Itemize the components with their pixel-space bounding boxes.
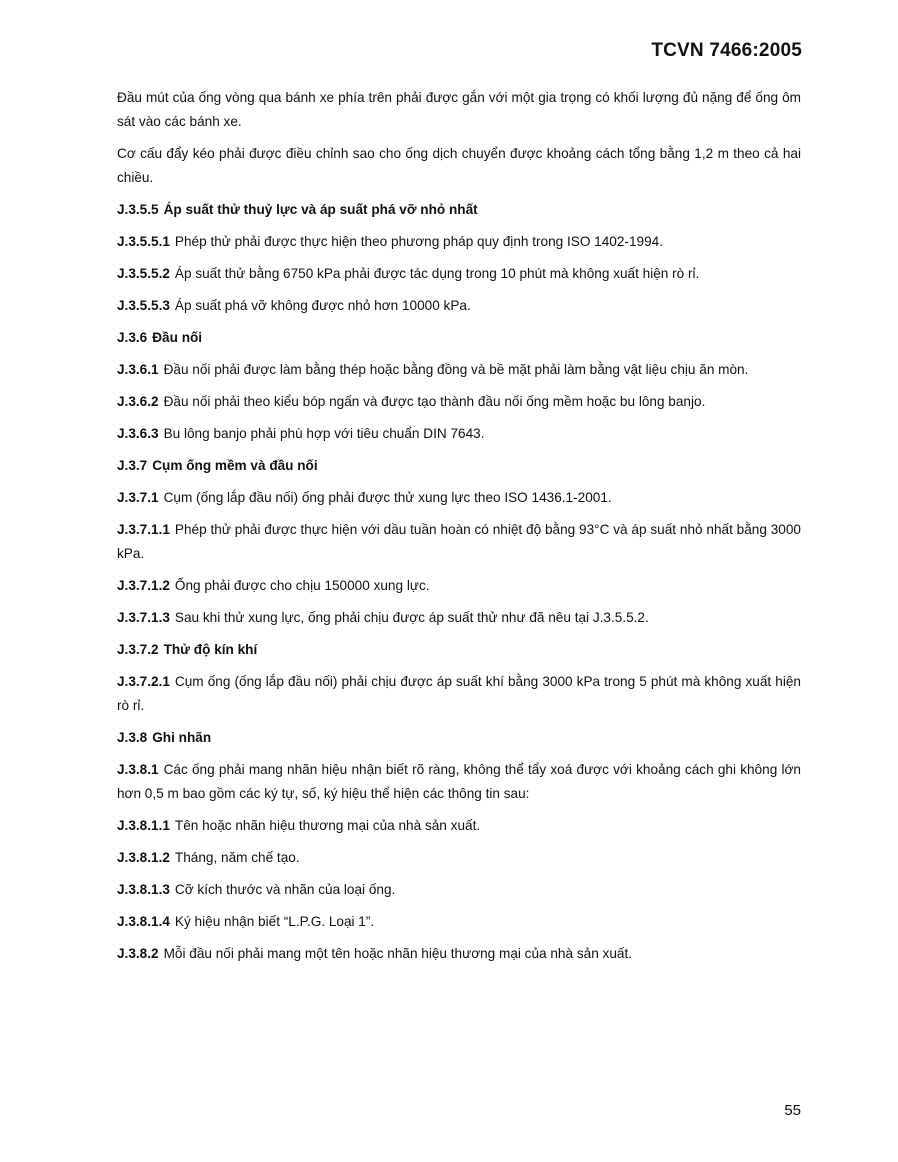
clause bbox=[117, 358, 801, 382]
section-heading bbox=[117, 726, 801, 750]
clause-text: Tên hoặc nhãn hiệu thương mại của nhà sản xuất. bbox=[174, 818, 481, 833]
clause bbox=[117, 422, 801, 446]
clause-number: J.3.7 bbox=[117, 458, 148, 473]
clause-text: Đầu nối phải theo kiểu bóp ngấn và được tạo thành đầu nối ống mềm hoặc bu lông banjo. bbox=[163, 394, 706, 409]
clause-text: Cụm (ống lắp đầu nối) ống phải được thử xung lực theo ISO 1436.1-2001. bbox=[163, 490, 612, 505]
heading-text: Đầu nối bbox=[152, 330, 203, 345]
clause bbox=[117, 814, 801, 838]
page-number: 55 bbox=[784, 1102, 801, 1119]
clause-number: J.3.7.2.1 bbox=[117, 674, 170, 689]
clause-text: Áp suất phá vỡ không được nhỏ hơn 10000 kPa. bbox=[174, 298, 471, 313]
clause bbox=[117, 878, 801, 902]
clause-number: J.3.5.5 bbox=[117, 202, 159, 217]
clause bbox=[117, 262, 801, 286]
heading-text: Áp suất thử thuỷ lực và áp suất phá vỡ nhỏ nhất bbox=[163, 202, 478, 217]
clause bbox=[117, 230, 801, 254]
clause-number: J.3.8 bbox=[117, 730, 148, 745]
clause-number: J.3.5.5.1 bbox=[117, 234, 170, 249]
clause-number: J.3.6.2 bbox=[117, 394, 159, 409]
paragraph-text: Cơ cấu đẩy kéo phải được điều chỉnh sao cho ống dịch chuyển được khoảng cách tổng bằng 1,2 m theo cả hai chiều. bbox=[117, 146, 801, 185]
section-heading bbox=[117, 198, 801, 222]
clause-number: J.3.7.1.3 bbox=[117, 610, 170, 625]
heading-text: Cụm ống mềm và đầu nối bbox=[152, 458, 318, 473]
clause-text: Áp suất thử bằng 6750 kPa phải được tác dụng trong 10 phút mà không xuất hiện rò rỉ. bbox=[174, 266, 700, 281]
clause-number: J.3.8.1.1 bbox=[117, 818, 170, 833]
clause bbox=[117, 670, 801, 718]
clause-number: J.3.7.1.2 bbox=[117, 578, 170, 593]
clause-text: Phép thử phải được thực hiện theo phương pháp quy định trong ISO 1402-1994. bbox=[174, 234, 663, 249]
clause-text: Phép thử phải được thực hiện với dầu tuần hoàn có nhiệt độ bằng 93°C và áp suất nhỏ nhất bằng 3000 kPa. bbox=[117, 522, 801, 561]
clause-text: Các ống phải mang nhãn hiệu nhận biết rõ ràng, không thể tẩy xoá được với khoảng cách ghi không lớn hơn 0,5 m bao gồm các ký tự, số, ký hiệu thể hiện các thông tin sau: bbox=[117, 762, 801, 801]
paragraph bbox=[117, 86, 801, 134]
paragraph-text: Đầu mút của ống vòng qua bánh xe phía trên phải được gắn với một gia trọng có khối lượng đủ nặng để ống ôm sát vào các bánh xe. bbox=[117, 90, 801, 129]
clause-text: Cỡ kích thước và nhãn của loại ống. bbox=[174, 882, 396, 897]
clause-text: Cụm ống (ống lắp đầu nối) phải chịu được áp suất khí bằng 3000 kPa trong 5 phút mà không xuất hiện rò rỉ. bbox=[117, 674, 801, 713]
clause-text: Sau khi thử xung lực, ống phải chịu được áp suất thử như đã nêu tại J.3.5.5.2. bbox=[174, 610, 649, 625]
section-heading bbox=[117, 638, 801, 662]
clause-number: J.3.8.1.2 bbox=[117, 850, 170, 865]
clause-number: J.3.6 bbox=[117, 330, 148, 345]
clause-number: J.3.7.2 bbox=[117, 642, 159, 657]
clause bbox=[117, 910, 801, 934]
clause bbox=[117, 486, 801, 510]
heading-text: Thử độ kín khí bbox=[163, 642, 258, 657]
clause bbox=[117, 846, 801, 870]
clause-number: J.3.5.5.2 bbox=[117, 266, 170, 281]
clause-text: Tháng, năm chế tạo. bbox=[174, 850, 300, 865]
clause-number: J.3.7.1.1 bbox=[117, 522, 170, 537]
clause-number: J.3.8.1.3 bbox=[117, 882, 170, 897]
clause-text: Đầu nối phải được làm bằng thép hoặc bằng đồng và bề mặt phải làm bằng vật liệu chịu ăn mòn. bbox=[163, 362, 749, 377]
document-body bbox=[117, 86, 801, 974]
section-heading bbox=[117, 454, 801, 478]
clause-text: Ký hiệu nhận biết “L.P.G. Loại 1”. bbox=[174, 914, 375, 929]
clause-number: J.3.8.1 bbox=[117, 762, 159, 777]
clause-number: J.3.7.1 bbox=[117, 490, 159, 505]
clause bbox=[117, 294, 801, 318]
clause-text: Bu lông banjo phải phù hợp với tiêu chuẩn DIN 7643. bbox=[163, 426, 485, 441]
heading-text: Ghi nhãn bbox=[152, 730, 212, 745]
clause bbox=[117, 942, 801, 966]
section-heading bbox=[117, 326, 801, 350]
clause-number: J.3.5.5.3 bbox=[117, 298, 170, 313]
clause-number: J.3.6.3 bbox=[117, 426, 159, 441]
clause-number: J.3.6.1 bbox=[117, 362, 159, 377]
document-code: TCVN 7466:2005 bbox=[651, 40, 802, 61]
clause bbox=[117, 758, 801, 806]
clause bbox=[117, 606, 801, 630]
clause bbox=[117, 518, 801, 566]
clause-text: Ống phải được cho chịu 150000 xung lực. bbox=[174, 578, 430, 593]
paragraph bbox=[117, 142, 801, 190]
clause-number: J.3.8.2 bbox=[117, 946, 159, 961]
clause bbox=[117, 390, 801, 414]
clause-number: J.3.8.1.4 bbox=[117, 914, 170, 929]
clause bbox=[117, 574, 801, 598]
clause-text: Mỗi đầu nối phải mang một tên hoặc nhãn hiệu thương mại của nhà sản xuất. bbox=[163, 946, 632, 961]
